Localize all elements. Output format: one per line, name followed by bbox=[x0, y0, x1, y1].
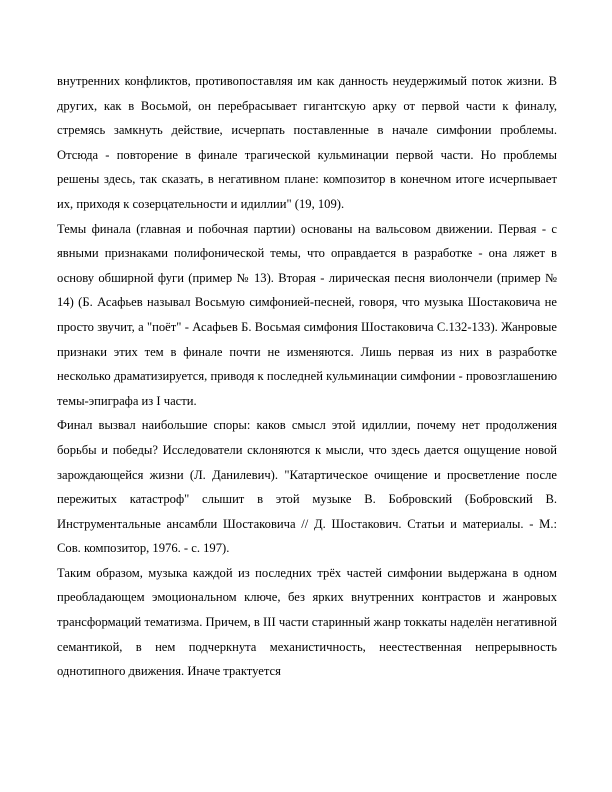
paragraph-2: Темы финала (главная и побочная партии) основаны на вальсовом движении. Первая - с явными признаками полифонической темы, что оправдается в разработке - она ляжет в основу обширной фуги (пример № 13). Вторая - лирическая песня виолончели (пример № 14) (Б. Асафьев называл Восьмую симфонией-песней, говоря, что музыка Шостаковича не просто звучит, а "поёт" - Асафьев Б. Восьмая симфония Шостаковича С.132-133). Жанровые признаки этих тем в финале почти не изменяются. Лишь первая из них в разработке несколько драматизируется, приводя к последней кульминации симфонии - провозглашению темы-эпиграфа из I части. bbox=[57, 221, 557, 408]
paragraph-3: Финал вызвал наибольшие споры: каков смысл этой идиллии, почему нет продолжения борьбы и победы? Исследователи склоняются к мысли, что здесь дается ощущение новой зарождающейся жизни (Л. Данилевич). "Катартическое очищение и просветление после пережитых катастроф" слышит в этой музыке В. Бобровский (Бобровский В. Инструментальные ансамбли Шостаковича // Д. Шостакович. Статьи и материалы. - М.: Сов. композитор, 1976. - с. 197). bbox=[57, 418, 557, 556]
paragraph-1: внутренних конфликтов, противопоставляя им как данность неудержимый поток жизни. В других, как в Восьмой, он перебрасывает гигантскую арку от первой части к финалу, стремясь замкнуть действие, исчерпать поставленные в начале симфонии проблемы. Отсюда - повторение в финале трагической кульминации первой части. Но проблемы решены здесь, так сказать, в негативном плане: композитор в конечном итоге исчерпывает их, приходя к созерцательности и идиллии" (19, 109). bbox=[57, 74, 557, 211]
document-page bbox=[57, 69, 557, 684]
paragraph-4: Таким образом, музыка каждой из последних трёх частей симфонии выдержана в одном преобладающем эмоциональном ключе, без ярких внутренних контрастов и жанровых трансформаций тематизма. Причем, в III части старинный жанр токкаты наделён негативной семантикой, в нем подчеркнута механистичность, неестественная непрерывность однотипного движения. Иначе трактуется bbox=[57, 565, 557, 679]
